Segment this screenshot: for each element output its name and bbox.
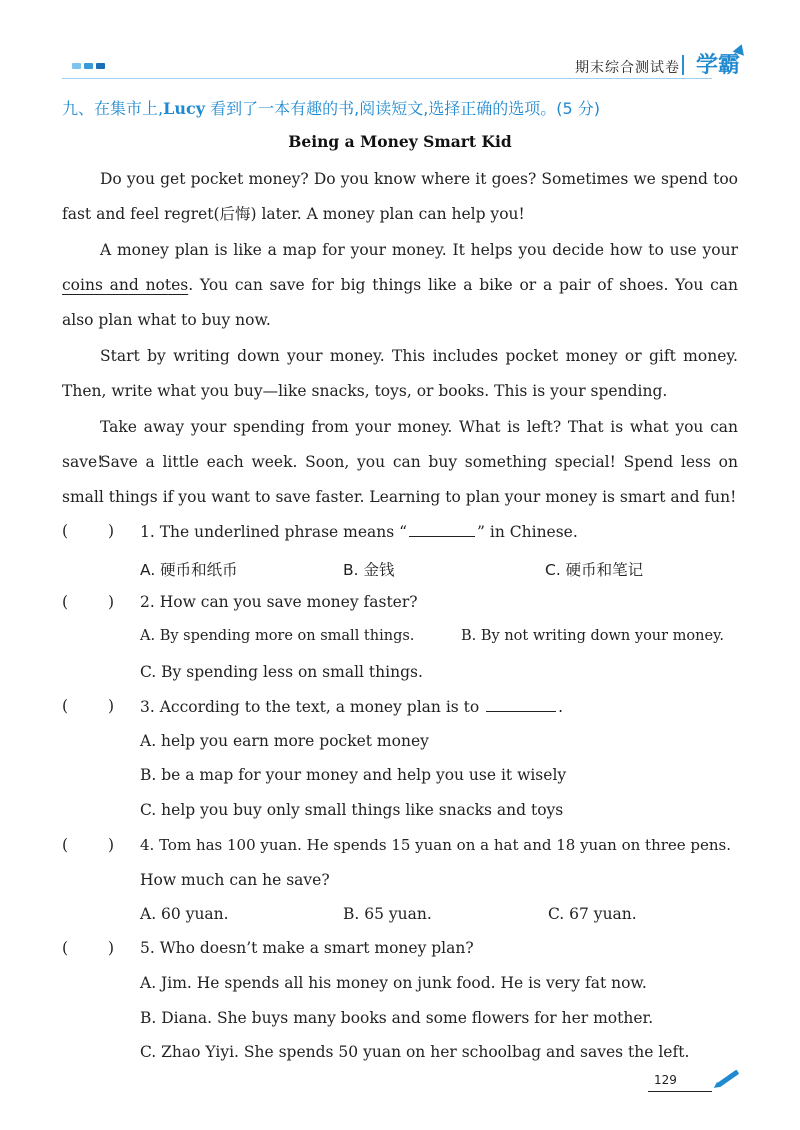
header-dot — [96, 63, 105, 69]
pencil-icon — [717, 1070, 740, 1088]
question-3-pre: 3. According to the text, a money plan is to — [140, 698, 485, 716]
underlined-phrase: coins and notes — [62, 276, 189, 294]
question-5-text: 5. Who doesn’t make a smart money plan? — [140, 939, 474, 957]
answer-paren-close: ) — [108, 593, 115, 611]
answer-paren-open: ( — [62, 593, 69, 611]
q2-option-b[interactable]: B. By not writing down your money. — [461, 628, 724, 644]
q5-option-b[interactable]: B. Diana. She buys many books and some flowers for her mother. — [140, 1009, 654, 1027]
answer-paren-close: ) — [108, 522, 115, 540]
book-title: 期末综合测试卷 — [575, 60, 680, 76]
question-4-continuation: How much can he save? — [140, 871, 330, 889]
passage-paragraph-3: Start by writing down your money. This includes pocket money or gift money. Then, write what you buy—like snacks, toys, or books. This is your spending. — [62, 347, 738, 400]
section-instruction-name: Lucy — [163, 99, 206, 118]
answer-paren-open: ( — [62, 697, 69, 715]
question-3-post: . — [558, 698, 564, 716]
header-dot — [72, 63, 81, 69]
header-decoration — [72, 63, 105, 69]
section-number: 九、 — [62, 99, 95, 118]
header-divider — [682, 55, 684, 75]
section-heading — [62, 96, 600, 119]
q3-option-a[interactable]: A. help you earn more pocket money — [140, 732, 429, 750]
q2-option-a[interactable]: A. By spending more on small things. — [140, 628, 415, 644]
q3-option-c[interactable]: C. help you buy only small things like snacks and toys — [140, 801, 564, 819]
section-points: (5 分) — [556, 99, 601, 118]
question-3-text — [140, 697, 563, 716]
answer-paren-open: ( — [62, 836, 69, 854]
page-number: 129 — [654, 1073, 677, 1087]
q5-option-a[interactable]: A. Jim. He spends all his money on junk food. He is very fat now. — [140, 974, 647, 992]
passage-paragraph-1: Do you get pocket money? Do you know where it goes? Sometimes we spend too fast and feel regret(后悔) later. A money plan can help you! — [62, 170, 738, 223]
q4-option-a[interactable]: A. 60 yuan. — [140, 905, 229, 923]
answer-blank[interactable] — [486, 697, 556, 712]
q4-option-b[interactable]: B. 65 yuan. — [343, 905, 432, 923]
paragraph-2-start: A money plan is like a map for your money. It helps you decide how to use your — [100, 241, 738, 259]
passage-paragraph-4: Take away your spending from your money. What is left? That is what you can save! — [62, 418, 738, 471]
answer-paren-close: ) — [108, 939, 115, 957]
q1-option-a[interactable]: A. 硬币和纸币 — [140, 561, 238, 579]
answer-paren-open: ( — [62, 522, 69, 540]
brand-logo: 学霸 — [695, 53, 740, 78]
passage-paragraph-2 — [62, 233, 738, 338]
passage-paragraph-5: Save a little each week. Soon, you can buy something special! Spend less on small things if you want to save faster. Learning to plan your money is smart and fun! — [62, 453, 738, 506]
answer-paren-open: ( — [62, 939, 69, 957]
section-instruction-pre: 在集市上, — [94, 99, 164, 118]
q1-option-b[interactable]: B. 金钱 — [343, 561, 395, 579]
question-1-post: ” in Chinese. — [477, 523, 578, 541]
page-number-rule — [648, 1091, 712, 1092]
q5-option-c[interactable]: C. Zhao Yiyi. She spends 50 yuan on her schoolbag and saves the left. — [140, 1043, 690, 1061]
paragraph-2-end: . You can save for big things like a bike or a pair of shoes. You can also plan what to buy now. — [62, 276, 739, 329]
answer-blank[interactable] — [409, 522, 475, 537]
question-1-text — [140, 522, 578, 541]
passage-title: Being a Money Smart Kid — [288, 132, 512, 151]
question-2-text: 2. How can you save money faster? — [140, 593, 418, 611]
q1-option-c[interactable]: C. 硬币和笔记 — [545, 561, 644, 579]
q4-option-c[interactable]: C. 67 yuan. — [548, 905, 637, 923]
answer-paren-close: ) — [108, 697, 115, 715]
q3-option-b[interactable]: B. be a map for your money and help you use it wisely — [140, 766, 567, 784]
answer-paren-close: ) — [108, 836, 115, 854]
section-instruction-post: 看到了一本有趣的书,阅读短文,选择正确的选项。 — [205, 99, 557, 118]
header-dot — [84, 63, 93, 69]
q2-option-c[interactable]: C. By spending less on small things. — [140, 663, 423, 681]
question-4-text: 4. Tom has 100 yuan. He spends 15 yuan on a hat and 18 yuan on three pens. — [140, 836, 732, 854]
question-1-pre: 1. The underlined phrase means “ — [140, 523, 408, 541]
header-rule — [62, 78, 712, 79]
